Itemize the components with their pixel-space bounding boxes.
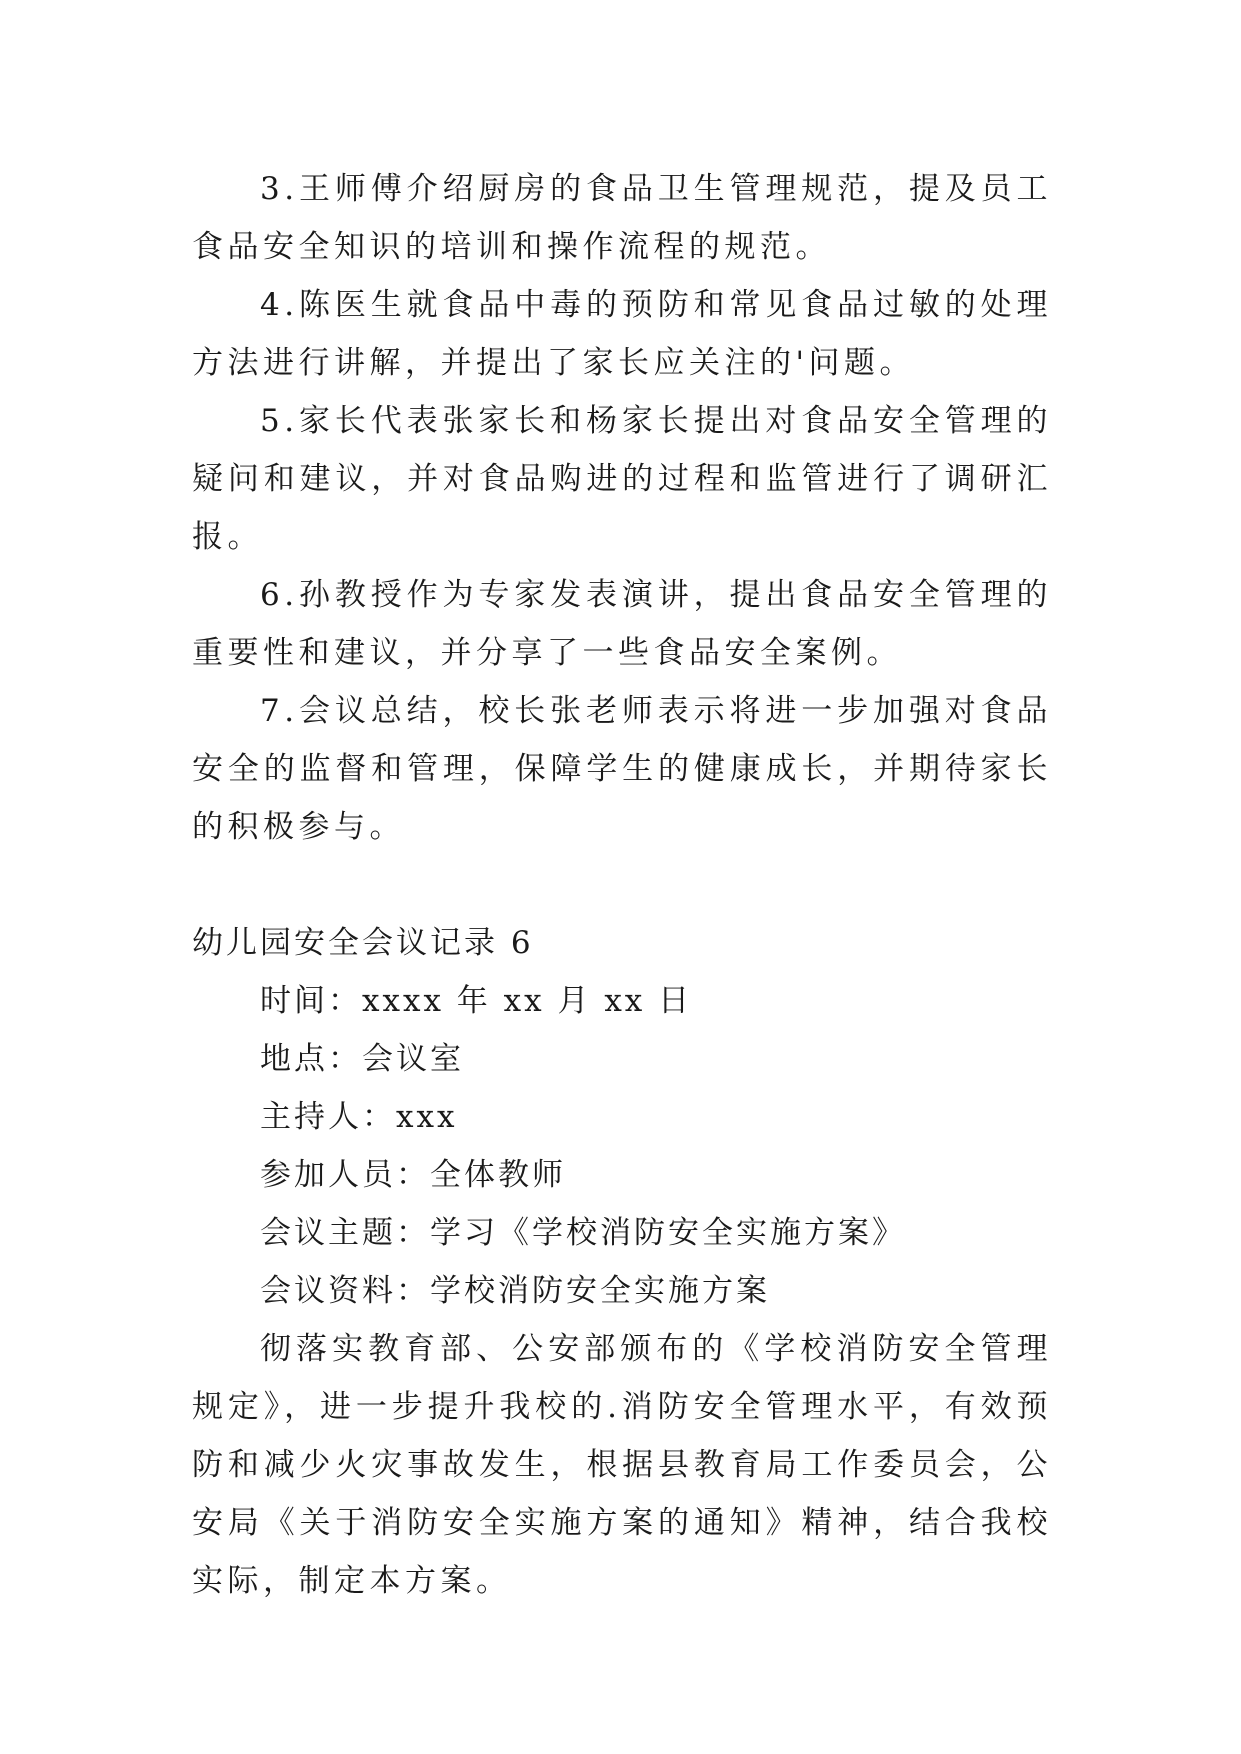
list-item-4: 4.陈医生就食品中毒的预防和常见食品过敏的处理方法进行讲解，并提出了家长应关注的'问题。 bbox=[192, 287, 1052, 381]
list-item-7: 7.会议总结，校长张老师表示将进一步加强对食品安全的监督和管理，保障学生的健康成长，并期待家长的积极参与。 bbox=[192, 693, 1052, 845]
page-content bbox=[192, 160, 1052, 1610]
section-title: 幼儿园安全会议记录 6 bbox=[192, 925, 534, 961]
meeting-topic: 会议主题：学习《学校消防安全实施方案》 bbox=[260, 1215, 906, 1251]
list-item-6: 6.孙教授作为专家发表演讲，提出食品安全管理的重要性和建议，并分享了一些食品安全案例。 bbox=[192, 577, 1052, 671]
meeting-place: 地点：会议室 bbox=[260, 1041, 464, 1077]
body-paragraph: 彻落实教育部、公安部颁布的《学校消防安全管理规定》，进一步提升我校的.消防安全管理水平，有效预防和减少火灾事故发生，根据县教育局工作委员会，公安局《关于消防安全实施方案的通知》精神，结合我校实际，制定本方案。 bbox=[192, 1331, 1052, 1599]
list-item-5: 5.家长代表张家长和杨家长提出对食品安全管理的疑问和建议，并对食品购进的过程和监管进行了调研汇报。 bbox=[192, 403, 1052, 555]
meeting-time: 时间：xxxx 年 xx 月 xx 日 bbox=[260, 983, 693, 1019]
list-item-3: 3.王师傅介绍厨房的食品卫生管理规范，提及员工食品安全知识的培训和操作流程的规范。 bbox=[192, 171, 1052, 265]
meeting-host: 主持人：xxx bbox=[260, 1099, 458, 1135]
meeting-attendees: 参加人员：全体教师 bbox=[260, 1157, 566, 1193]
meeting-materials: 会议资料：学校消防安全实施方案 bbox=[260, 1273, 770, 1309]
